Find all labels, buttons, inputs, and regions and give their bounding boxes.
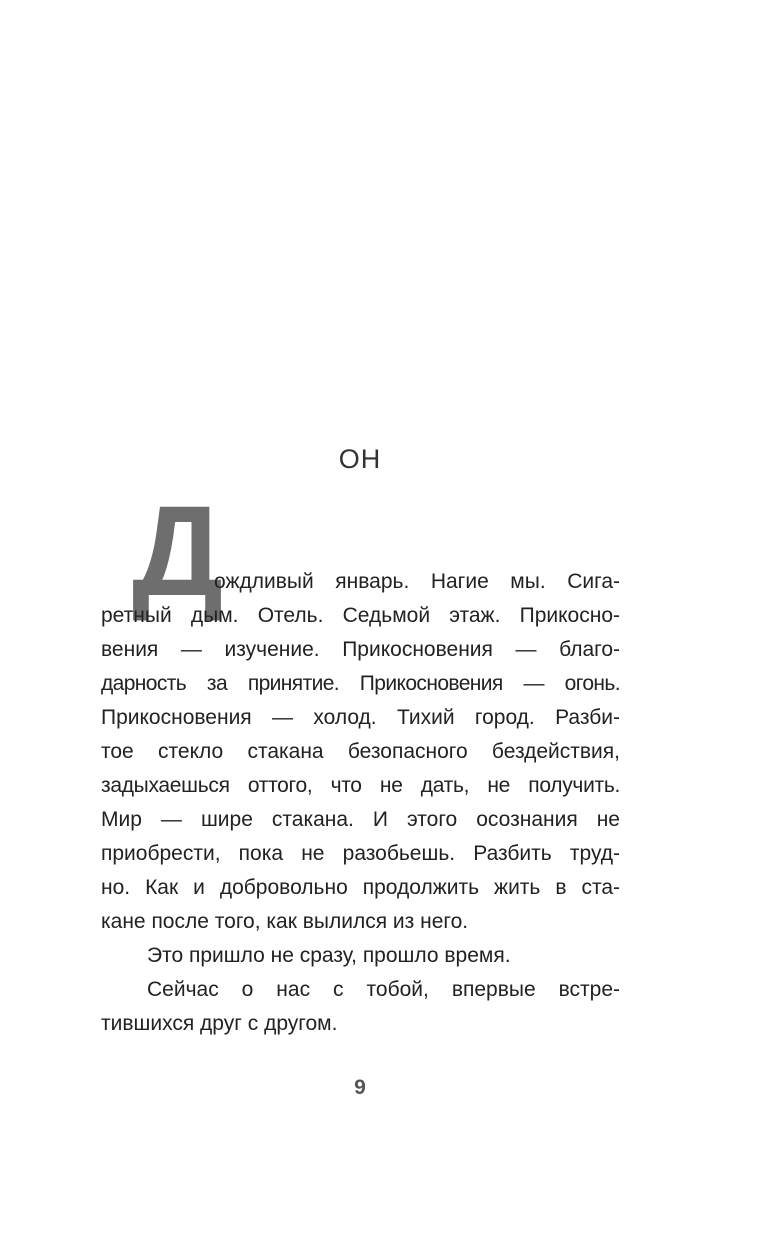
paragraph-1-line-6: тое стекло стакана безопасного бездействия, (101, 740, 620, 763)
chapter-title: ОН (338, 444, 382, 474)
paragraph-1-line-1: ождливый январь. Нагие мы. Сига- (214, 570, 620, 593)
paragraph-1-line-9: приобрести, пока не разобьешь. Разбить труд- (101, 842, 620, 865)
paragraph-1-line-7: задыхаешься оттого, что не дать, не получить. (101, 774, 620, 797)
page-number: 9 (354, 1076, 366, 1099)
paragraph-1-line-10: но. Как и добровольно продолжить жить в ста- (101, 876, 620, 899)
paragraph-1-line-5: Прикосновения — холод. Тихий город. Разби- (101, 706, 620, 729)
paragraph-1-line-3: вения — изучение. Прикосновения — благо- (101, 638, 620, 661)
paragraph-2-line-1: Это пришло не сразу, прошло время. (147, 944, 511, 967)
paragraph-3-line-1: Сейчас о нас с тобой, впервые встре- (147, 978, 620, 1001)
paragraph-1-line-2: ретный дым. Отель. Седьмой этаж. Прикосно- (101, 604, 620, 627)
paragraph-1-line-11: кане после того, как вылился из него. (101, 910, 469, 933)
paragraph-3-line-2: тившихся друг с другом. (101, 1012, 338, 1035)
drop-cap-letter: Д (132, 480, 222, 623)
paragraph-1-line-4: дарность за принятие. Прикосновения — огонь. (101, 672, 620, 695)
paragraph-1-line-8: Мир — шире стакана. И этого осознания не (101, 808, 620, 831)
